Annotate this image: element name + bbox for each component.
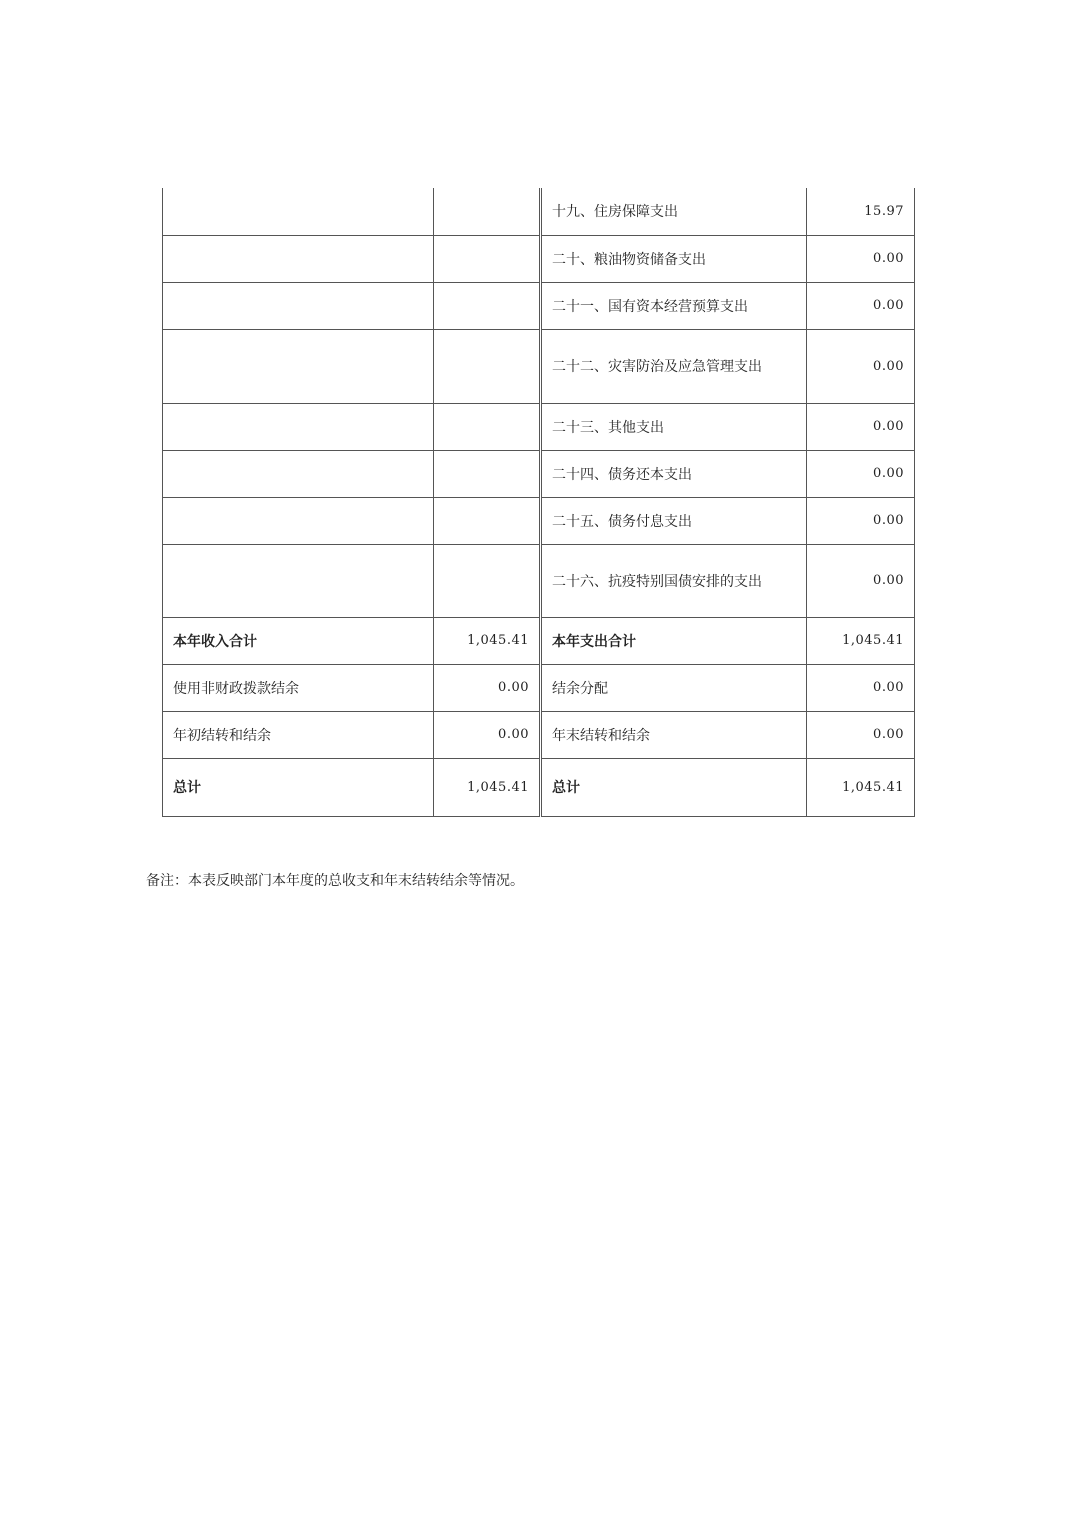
income-label-cell: 年初结转和结余 (163, 711, 434, 758)
income-value-cell (434, 497, 541, 544)
total-income-expense-row (163, 617, 915, 664)
table-row (163, 664, 915, 711)
income-value-cell (434, 544, 541, 617)
expense-value-cell: 0.00 (807, 450, 915, 497)
income-grand-total-value: 1,045.41 (434, 758, 541, 816)
income-label-cell (163, 282, 434, 329)
table-row (163, 235, 915, 282)
expense-value-cell: 15.97 (807, 188, 915, 235)
expense-value-cell: 0.00 (807, 329, 915, 403)
income-grand-total-label: 总计 (163, 758, 434, 816)
income-label-cell (163, 235, 434, 282)
income-value-cell (434, 188, 541, 235)
expense-label-cell: 二十三、其他支出 (541, 403, 807, 450)
income-total-value: 1,045.41 (434, 617, 541, 664)
income-total-label: 本年收入合计 (163, 617, 434, 664)
income-label-cell (163, 403, 434, 450)
expense-label-cell: 二十六、抗疫特别国债安排的支出 (541, 544, 807, 617)
table-row (163, 450, 915, 497)
income-label-cell (163, 329, 434, 403)
expense-grand-total-value: 1,045.41 (807, 758, 915, 816)
income-label-cell (163, 497, 434, 544)
expense-value-cell: 0.00 (807, 235, 915, 282)
income-label-cell (163, 544, 434, 617)
expense-value-cell: 0.00 (807, 497, 915, 544)
table-footnote: 备注：本表反映部门本年度的总收支和年末结转结余等情况。 (146, 873, 524, 889)
table-row (163, 711, 915, 758)
budget-summary-table (162, 188, 915, 817)
table-row (163, 544, 915, 617)
expense-label-cell: 结余分配 (541, 664, 807, 711)
table-row (163, 403, 915, 450)
income-value-cell (434, 450, 541, 497)
expense-total-value: 1,045.41 (807, 617, 915, 664)
expense-label-cell: 二十一、国有资本经营预算支出 (541, 282, 807, 329)
income-value-cell: 0.00 (434, 711, 541, 758)
expense-label-cell: 二十五、债务付息支出 (541, 497, 807, 544)
table-row (163, 497, 915, 544)
expense-label-cell: 十九、住房保障支出 (541, 188, 807, 235)
grand-total-row (163, 758, 915, 816)
income-value-cell (434, 235, 541, 282)
expense-value-cell: 0.00 (807, 403, 915, 450)
table-row (163, 282, 915, 329)
table-row (163, 188, 915, 235)
expense-value-cell: 0.00 (807, 282, 915, 329)
expense-total-label: 本年支出合计 (541, 617, 807, 664)
expense-grand-total-label: 总计 (541, 758, 807, 816)
expense-value-cell: 0.00 (807, 544, 915, 617)
expense-label-cell: 二十二、灾害防治及应急管理支出 (541, 329, 807, 403)
income-value-cell: 0.00 (434, 664, 541, 711)
income-label-cell (163, 188, 434, 235)
expense-value-cell: 0.00 (807, 711, 915, 758)
expense-label-cell: 年末结转和结余 (541, 711, 807, 758)
income-label-cell (163, 450, 434, 497)
income-value-cell (434, 282, 541, 329)
expense-label-cell: 二十四、债务还本支出 (541, 450, 807, 497)
income-label-cell: 使用非财政拨款结余 (163, 664, 434, 711)
expense-label-cell: 二十、粮油物资储备支出 (541, 235, 807, 282)
income-value-cell (434, 329, 541, 403)
income-value-cell (434, 403, 541, 450)
expense-value-cell: 0.00 (807, 664, 915, 711)
table-row (163, 329, 915, 403)
